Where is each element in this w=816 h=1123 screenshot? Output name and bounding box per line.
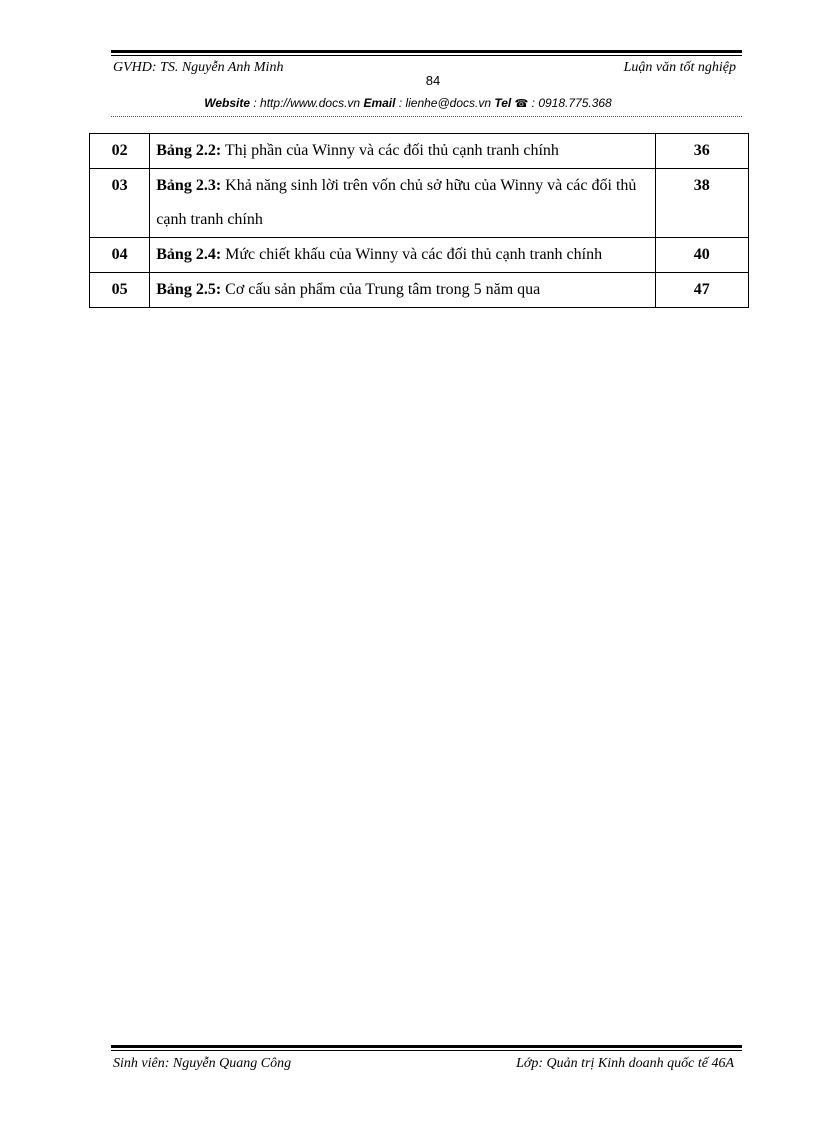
table-of-tables — [89, 133, 749, 308]
table-row — [90, 238, 749, 273]
row-label: Bảng 2.4: — [156, 246, 222, 263]
row-text: Thị phần của Winny và các đối thủ cạnh tranh chính — [221, 142, 559, 159]
row-title — [150, 273, 655, 308]
footer-student: Sinh viên: Nguyễn Quang Công — [113, 1056, 292, 1071]
row-title — [150, 238, 655, 273]
row-number: 03 — [90, 169, 150, 238]
tel-value: : 0918.775.368 — [528, 96, 612, 110]
header-rule-thin — [111, 55, 742, 56]
row-label: Bảng 2.2: — [156, 142, 222, 159]
row-label: Bảng 2.5: — [156, 281, 222, 298]
row-title — [150, 169, 655, 238]
footer-rule-thick — [111, 1045, 742, 1048]
row-text: Mức chiết khấu của Winny và các đối thủ cạnh tranh chính — [221, 246, 603, 263]
footer-rule-thin — [111, 1050, 742, 1051]
page-number: 84 — [425, 73, 441, 88]
email-value: : lienhe@docs.vn — [395, 96, 495, 110]
row-page: 40 — [655, 238, 748, 273]
tel-label: Tel — [494, 96, 512, 110]
phone-icon: ☎ — [514, 98, 529, 110]
header-thesis-title: Luận văn tốt nghiệp — [623, 60, 736, 75]
row-number: 05 — [90, 273, 150, 308]
row-title — [150, 134, 655, 169]
table-row — [90, 273, 749, 308]
row-text: Khả năng sinh lời trên vốn chủ sở hữu của Winny và các đối thủ cạnh tranh chính — [156, 177, 637, 228]
table-row — [90, 169, 749, 238]
row-number: 02 — [90, 134, 150, 169]
website-value: : http://www.docs.vn — [250, 96, 364, 110]
row-number: 04 — [90, 238, 150, 273]
header-advisor: GVHD: TS. Nguyễn Anh Minh — [113, 60, 284, 75]
row-page: 47 — [655, 273, 748, 308]
email-label: Email — [363, 96, 396, 110]
row-page: 36 — [655, 134, 748, 169]
header-rule-thick — [111, 50, 742, 53]
website-label: Website — [204, 96, 251, 110]
table-row — [90, 134, 749, 169]
footer-class: Lớp: Quản trị Kinh doanh quốc tế 46A — [516, 1056, 734, 1071]
header-separator — [111, 116, 742, 117]
row-text: Cơ cấu sản phẩm của Trung tâm trong 5 năm qua — [221, 281, 541, 298]
row-page: 38 — [655, 169, 748, 238]
row-label: Bảng 2.3: — [156, 177, 222, 194]
website-line — [0, 96, 816, 110]
